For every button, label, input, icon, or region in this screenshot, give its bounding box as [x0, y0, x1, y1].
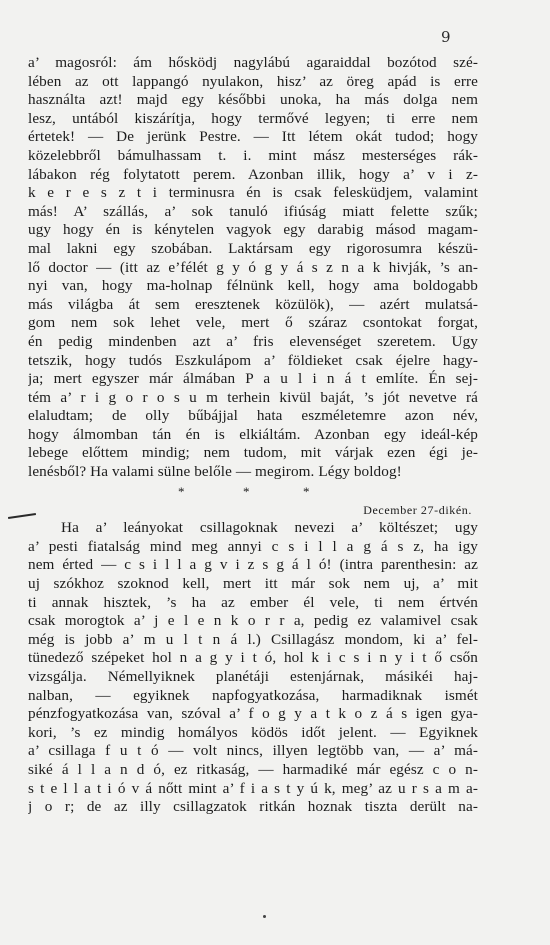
text-line: j o r; de az illy csillagzatok ritkán hoznak tiszta derült na-	[28, 798, 478, 816]
text-line: használta azt! majd egy későbbi unoka, ha más dolga nem	[28, 91, 478, 109]
text-line: értetek! — De jerünk Pestre. — Itt létem okát tudod; hogy	[28, 128, 478, 146]
text-line: a’ pesti fiatalság mind meg annyi c s i l l a g á s z, ha igy	[28, 537, 478, 555]
text-line: nem érted — c s i l l a g v i z s g á l ó! (intra parenthesin: az	[28, 556, 478, 574]
section-separator	[28, 482, 478, 501]
text-line: a’ csillaga f u t ó — volt nincs, illyen legtöbb van, — a’ má-	[28, 742, 478, 760]
text-line: tünedező szépeket hol n a g y i t ó, hol k i c s i n y i t ő csőn	[28, 649, 478, 667]
separator-star: *	[178, 483, 185, 499]
separator-star: *	[243, 483, 250, 499]
text-line: lében az ott lappangó nyulakon, hisz’ az öreg apád is erre	[28, 72, 478, 90]
text-line: mal lakni egy szobában. Laktársam egy rigorosumra készü-	[28, 239, 478, 257]
text-line: vizsgálja. Némellyiknek planétáji estenjárnak, másikéi haj-	[28, 668, 478, 685]
text-line: a’ magosról: ám hősködj nagylábú agaraiddal bozótod szé-	[28, 54, 478, 71]
text-line: lesz, untából kiszárítja, hogy termővé legyen; ti erre nem	[28, 109, 478, 127]
text-line: ja; mert egyszer már álmában P a u l i n á t említe. Én sej-	[28, 370, 478, 388]
text-line: lábakon rég folytatott perem. Azonban illik, hogy a’ v i z-	[28, 165, 478, 183]
print-speck	[263, 915, 266, 918]
text-line: lebege előttem mindig; nem tudom, mit várjak ezen égi je-	[28, 444, 478, 462]
text-line: közelebbről bámulhassam t. i. mint mász mesterséges rák-	[28, 146, 478, 164]
text-line: k e r e s z t i terminusra én is csak felesküdjem, valamint	[28, 184, 478, 202]
text-line: elaludtam; de olly bűbájjal hata eszméletemre azon név,	[28, 407, 478, 425]
text-line: én pedig mindenben azt a’ fris elevenséget szeretem. Ugy	[28, 332, 478, 350]
text-line: tetszik, hogy tudós Eszkulápom a’ földieket csak éjelre hagy-	[28, 351, 478, 369]
text-line: uj szókhoz szoknod kell, mert itt már sok nem uj, a’ mit	[28, 575, 478, 593]
body-text	[28, 54, 478, 817]
separator-star: *	[303, 483, 310, 499]
text-line: hogy álmomban tán én is elkiáltám. Azonban egy ideál-kép	[28, 425, 478, 443]
text-line: más! A’ szállás, a’ sok tanuló ifiúság miatt felette szűk;	[28, 202, 478, 220]
text-line: még is jobb a’ m u l t n á l.) Csillagász mondom, ki a’ fel-	[28, 630, 478, 648]
text-line: nalban, — egyiknek napfogyatkozása, harmadiknak ismét	[28, 686, 478, 704]
text-line: siké á l l a n d ó, ez ritkaság, — harmadiké már egész c o n-	[28, 760, 478, 778]
text-line: ugy hogy én is kénytelen vagyok egy darabig másod magam-	[28, 221, 478, 239]
text-line: gom nem sok lehet vele, mert ő száraz csontokat forgat,	[28, 314, 478, 332]
text-line: Ha a’ leányokat csillagoknak nevezi a’ költészet; ugy	[61, 519, 478, 537]
text-line: kori, ’s ez mindig homályos ködös időt jelent. — Egyiknek	[28, 723, 478, 741]
text-line: ti annak hisztek, ’s ha az ember él vele, ti nem értvén	[28, 593, 478, 611]
text-line: lenésből? Ha valami sülne belőle — megirom. Légy boldog!	[28, 463, 402, 481]
text-line: tém a’ r i g o r o s u m terhein kivül baját, ’s jót nevetve rá	[28, 388, 478, 406]
page-number: 9	[441, 28, 451, 46]
text-line: nyi van, hogy ma-holnap félnünk kell, hogy ama boldogabb	[28, 277, 478, 295]
text-line: lő doctor — (itt az e’félét g y ó g y á s z n a k hivják, ’s an-	[28, 258, 478, 276]
text-line: pénzfogyatkozása van, szóval a’ f o g y a t k o z á s igen gya-	[28, 705, 478, 723]
letter-dateline: December 27-dikén.	[363, 502, 472, 517]
text-line: más világba át sem eresztenek közülök), — azért mulatsá-	[28, 295, 478, 313]
text-line: s t e l l a t i ó v á nőtt mint a’ f i a s t y ú k, meg’ az u r s a m a-	[28, 779, 478, 797]
text-line: csak morogtok a’ j e l e n k o r r a, pedig ez valamivel csak	[28, 612, 478, 630]
